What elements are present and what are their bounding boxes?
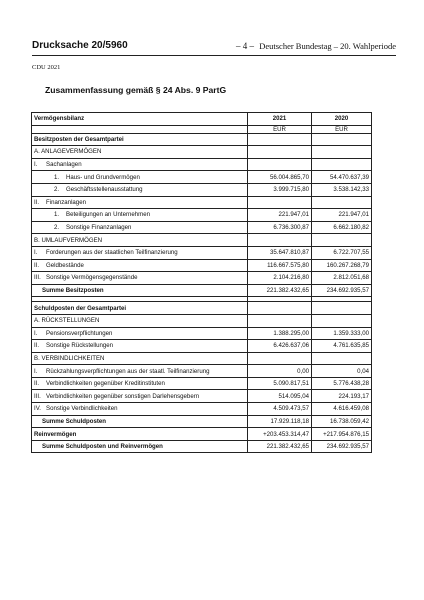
table-row: I. Sachanlagen bbox=[32, 158, 372, 171]
section-row bbox=[32, 302, 372, 315]
column-title: Vermögensbilanz bbox=[32, 113, 248, 126]
category-label: A. ANLAGEVERMÖGEN bbox=[32, 146, 248, 159]
table-row: II. Geldbestände 116.667.575,80 160.267.268,79 bbox=[32, 259, 372, 272]
unit-row bbox=[32, 125, 372, 133]
page-header bbox=[32, 40, 396, 54]
party-label: CDU 2021 bbox=[32, 64, 61, 71]
page-number: – 4 – bbox=[236, 41, 254, 51]
net-assets-row: Reinvermögen +203.453.314,47 +217.954.876,15 bbox=[32, 428, 372, 441]
table-row: 1. Beteiligungen an Unternehmen 221.947,01 221.947,01 bbox=[32, 209, 372, 222]
category-row: B. VERBINDLICHKEITEN bbox=[32, 352, 372, 365]
balance-sheet-table bbox=[31, 112, 372, 453]
table-row: I. Pensionsverpflichtungen 1.388.295,00 1.359.333,00 bbox=[32, 327, 372, 340]
table-row: I. Rückzahlungsverpflichtungen aus der staatl. Teilfinanzierung 0,00 0,04 bbox=[32, 365, 372, 378]
document-number: Drucksache 20/5960 bbox=[32, 40, 128, 51]
table-row: 2. Geschäftsstellenausstattung 3.999.715,80 3.538.142,33 bbox=[32, 183, 372, 196]
table-row: II. Finanzanlagen bbox=[32, 196, 372, 209]
sum-liabilities-row: Summe Schuldposten 17.929.118,18 16.738.059,42 bbox=[32, 415, 372, 428]
category-row bbox=[32, 146, 372, 159]
unit-2021: EUR bbox=[248, 125, 312, 133]
table-row: 2. Sonstige Finanzanlagen 6.736.300,87 6.662.180,82 bbox=[32, 221, 372, 234]
section-assets-label: Besitzposten der Gesamtpartei bbox=[32, 133, 248, 146]
section-liabilities-label: Schuldposten der Gesamtpartei bbox=[32, 302, 248, 315]
page-title: Zusammenfassung gemäß § 24 Abs. 9 PartG bbox=[45, 85, 227, 95]
unit-2020: EUR bbox=[312, 125, 372, 133]
table-row: II. Sonstige Rückstellungen 6.426.637,06 4.761.635,85 bbox=[32, 340, 372, 353]
table-header-row bbox=[32, 113, 372, 126]
header-divider bbox=[32, 55, 396, 56]
parliament-label: Deutscher Bundestag – 20. Wahlperiode bbox=[259, 41, 396, 51]
section-row bbox=[32, 133, 372, 146]
table-row: IV. Sonstige Verbindlichkeiten 4.509.473,57 4.616.459,08 bbox=[32, 403, 372, 416]
year-2021-header: 2021 bbox=[248, 113, 312, 126]
table-row: I. Forderungen aus der staatlichen Teilfinanzierung 35.647.810,87 6.722.707,55 bbox=[32, 246, 372, 259]
category-row: A. RÜCKSTELLUNGEN bbox=[32, 314, 372, 327]
table-row: 1. Haus- und Grundvermögen 56.004.865,70 54.470.637,39 bbox=[32, 171, 372, 184]
sum-total-row: Summe Schuldposten und Reinvermögen 221.382.432,65 234.692.935,57 bbox=[32, 440, 372, 453]
sum-assets-row: Summe Besitzposten 221.382.432,65 234.692.935,57 bbox=[32, 284, 372, 297]
category-row: B. UMLAUFVERMÖGEN bbox=[32, 234, 372, 247]
table-row: III. Verbindlichkeiten gegenüber sonstigen Darlehensgebern 514.095,04 224.193,17 bbox=[32, 390, 372, 403]
table-row: II. Verbindlichkeiten gegenüber Kreditinstituten 5.090.817,51 5.776.438,28 bbox=[32, 377, 372, 390]
table-row: III. Sonstige Vermögensgegenstände 2.104.216,80 2.812.051,68 bbox=[32, 272, 372, 285]
year-2020-header: 2020 bbox=[312, 113, 372, 126]
